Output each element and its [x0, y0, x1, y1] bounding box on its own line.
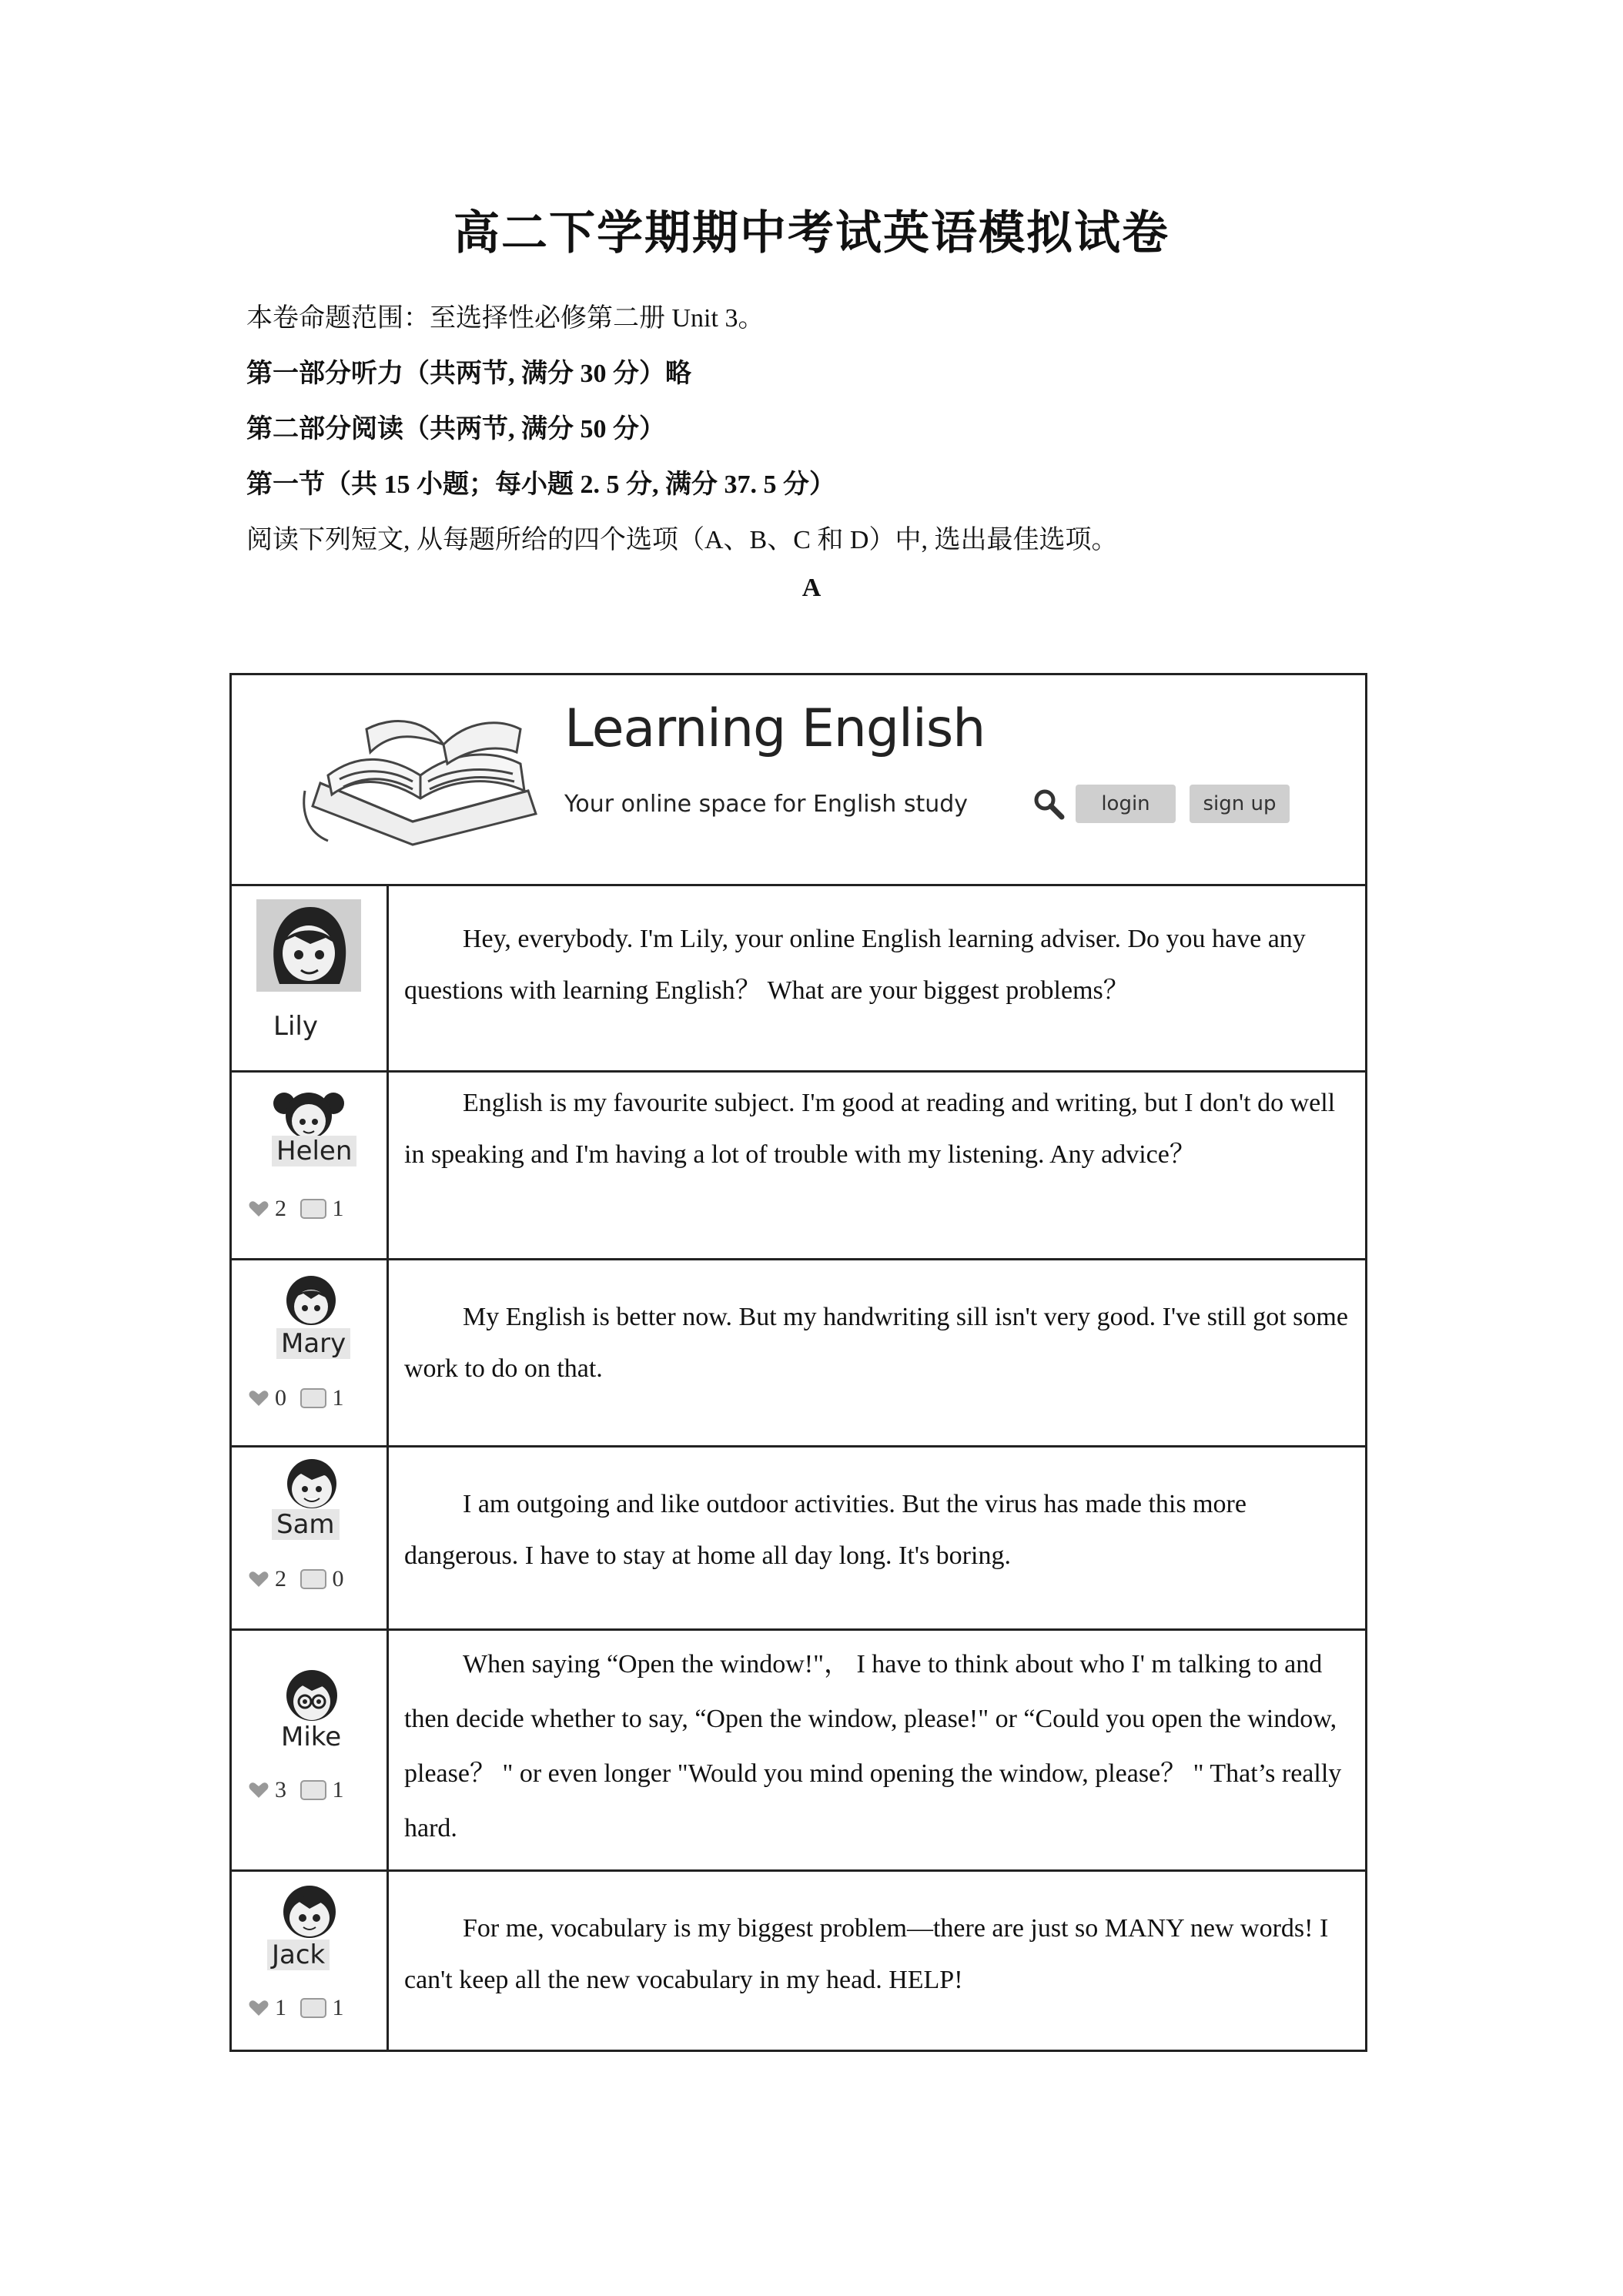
comments-count: 1: [332, 1385, 344, 1411]
post-text: I am outgoing and like outdoor activities. But the virus has made this more dangerous. I have to stay at home all day long. It's boring.: [404, 1490, 1247, 1570]
comments-count: 1: [332, 1995, 344, 2021]
avatar: [256, 899, 361, 992]
post-text: My English is better now. But my handwriting sill isn't very good. I've still got some work to do on that.: [404, 1303, 1348, 1383]
post-helen: [232, 1073, 1365, 1260]
avatar: [270, 1086, 347, 1140]
section-one-heading: 第一节（共 15 小题；每小题 2. 5 分, 满分 37. 5 分）: [246, 470, 835, 499]
post-text: For me, vocabulary is my biggest problem—there are just so MANY new words! I can't keep all the new vocabulary in my head. HELP!: [404, 1914, 1329, 1994]
username: Helen: [272, 1136, 356, 1166]
post-stats: [249, 1776, 352, 1803]
likes-count: 1: [275, 1995, 286, 2021]
likes-count: 2: [275, 1196, 286, 1222]
comment-icon[interactable]: [300, 1569, 326, 1589]
instruction-line: 阅读下列短文, 从每题所给的四个选项（A、B、C 和 D）中, 选出最佳选项。: [246, 526, 1118, 554]
post-stats: [249, 1384, 352, 1411]
likes-count: 0: [275, 1385, 286, 1411]
user-cell: [232, 1260, 389, 1445]
avatar: [267, 1884, 352, 1940]
comments-count: 0: [332, 1566, 344, 1592]
likes-count: 3: [275, 1777, 286, 1803]
part-two-heading: 第二部分阅读（共两节, 满分 50 分）: [246, 415, 665, 443]
comment-icon[interactable]: [300, 1998, 326, 2018]
scope-line: 本卷命题范围：至选择性必修第二册 Unit 3。: [246, 304, 765, 333]
comment-icon[interactable]: [300, 1388, 326, 1408]
post-text: When saying “Open the window!"， I have to think about who I' m talking to and then decide whether to say, “Open the window, please!" or “Could you open the window, please？ " or even longer "Would you mind opening the window, please？ " That’s really hard.: [404, 1650, 1342, 1842]
user-cell: [232, 1448, 389, 1628]
username: Jack: [267, 1940, 330, 1970]
heart-icon[interactable]: [249, 1390, 269, 1407]
post-sam: [232, 1448, 1365, 1631]
heart-icon[interactable]: [249, 1571, 269, 1588]
avatar: [273, 1458, 350, 1509]
post-text: English is my favourite subject. I'm good at reading and writing, but I don't do well in speaking and I'm having a lot of trouble with my listening. Any advice？: [404, 1089, 1336, 1169]
comments-count: 1: [332, 1777, 344, 1803]
post-stats: [249, 1565, 352, 1592]
passage-label: A: [801, 574, 822, 602]
user-cell: [232, 1631, 389, 1869]
heart-icon[interactable]: [249, 2000, 269, 2017]
forum-table: [229, 673, 1367, 2052]
user-cell: [232, 884, 389, 1070]
post-stats: [249, 1993, 352, 2021]
user-cell: [232, 1872, 389, 2050]
post-stats: [249, 1194, 352, 1222]
part-one-heading: 第一部分听力（共两节, 满分 30 分）略: [246, 360, 691, 388]
user-cell: [232, 1073, 389, 1258]
heart-icon[interactable]: [249, 1200, 269, 1217]
login-button[interactable]: login: [1076, 785, 1176, 823]
post-mike: [232, 1631, 1365, 1872]
avatar: [275, 1668, 349, 1723]
comment-icon[interactable]: [300, 1780, 326, 1800]
signup-button[interactable]: sign up: [1190, 785, 1290, 823]
post-lily: [232, 884, 1365, 1073]
post-mary: [232, 1260, 1365, 1448]
search-icon[interactable]: [1032, 788, 1065, 820]
comment-icon[interactable]: [300, 1199, 326, 1219]
comments-count: 1: [332, 1196, 344, 1222]
avatar: [276, 1274, 346, 1327]
username: Mike: [281, 1722, 342, 1752]
page-title: 高二下学期期中考试英语模拟试卷: [453, 206, 1170, 260]
site-banner: [232, 675, 1365, 886]
site-subtitle: Your online space for English study: [564, 791, 969, 818]
username: Mary: [276, 1328, 350, 1359]
post-text: Hey, everybody. I'm Lily, your online English learning adviser. Do you have any questions with learning English？ What are your biggest problems？: [404, 925, 1306, 1005]
books-icon: [297, 698, 551, 852]
username: Lily: [273, 1011, 318, 1042]
post-jack: [232, 1872, 1365, 2050]
username: Sam: [272, 1509, 340, 1540]
heart-icon[interactable]: [249, 1782, 269, 1799]
likes-count: 2: [275, 1566, 286, 1592]
site-title: Learning English: [564, 698, 986, 759]
